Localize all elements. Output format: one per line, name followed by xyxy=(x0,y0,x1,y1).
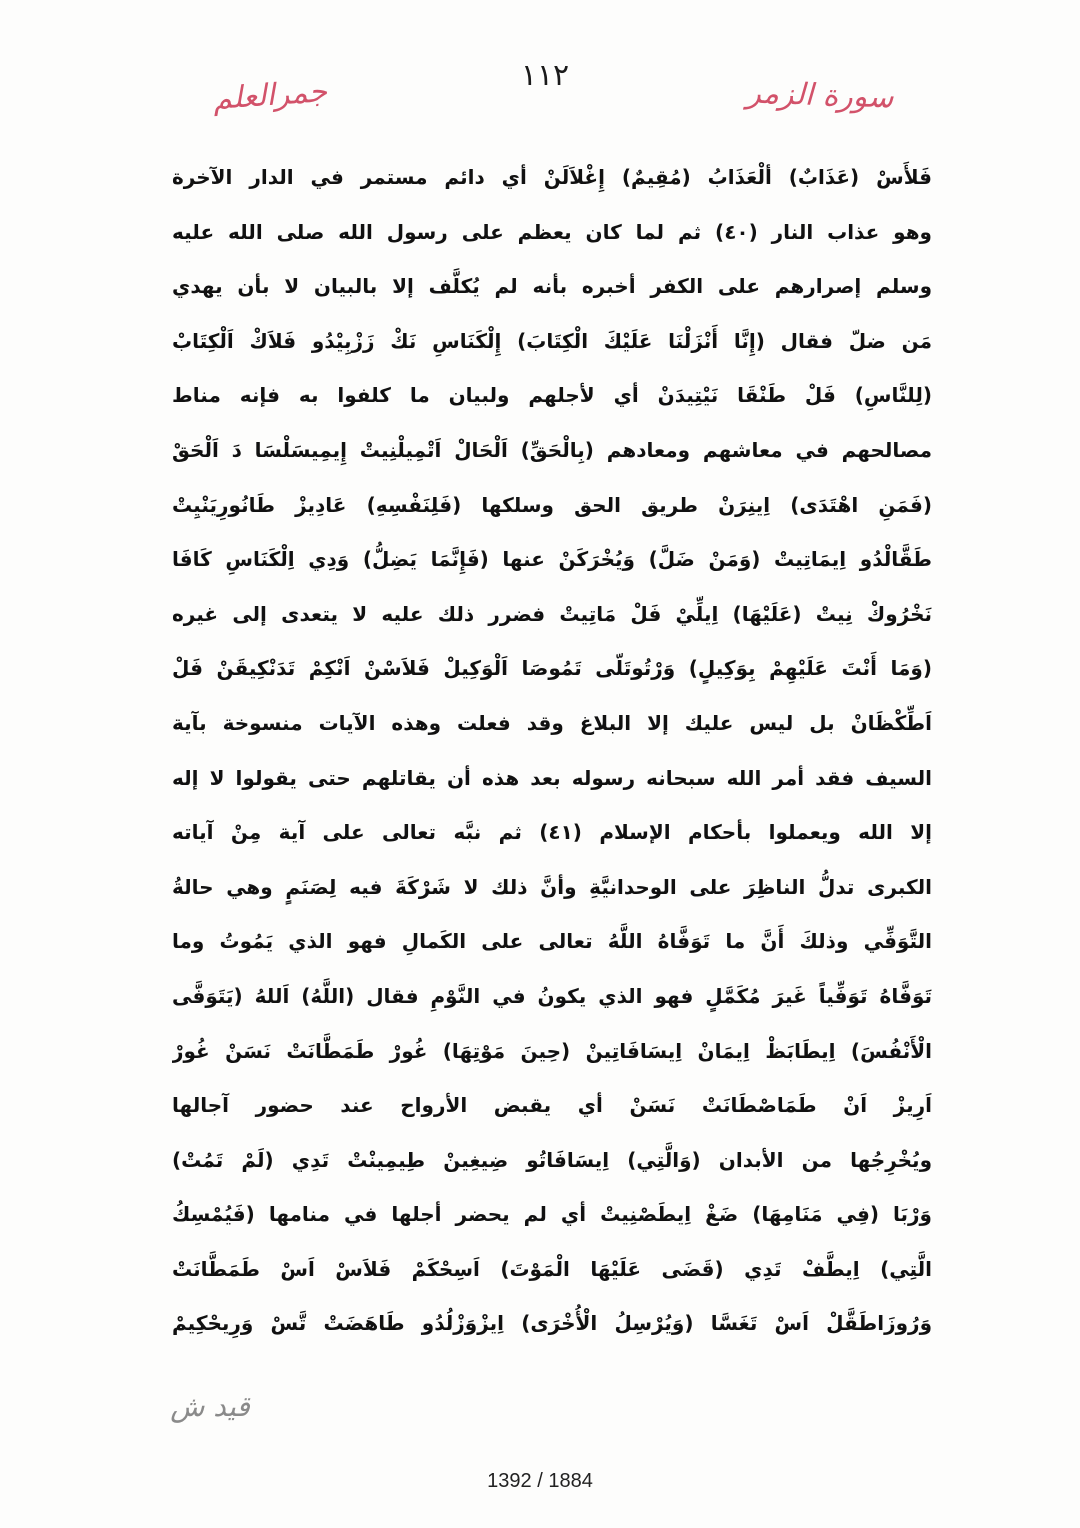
text-line: الْأَنْفُسَ) اِيطَابَظْ اِيمَانْ اِيسَافَاتِينْ (حِينَ مَوْتِهَا) غُورْ طَمَطَّانَتْ نَسَنْ غُورْ xyxy=(172,1038,932,1063)
page-counter: 1392 / 1884 xyxy=(487,1470,593,1492)
text-line: تَوَفَّاهُ تَوَفِّياً غَيرَ مُكَمَّلٍ فهو الذي يكونُ في النَّوْمِ فقال (اللَّهُ) اَللهُ (يَتَوَفَّى xyxy=(172,983,932,1008)
handwritten-surah-title: سورة الزمر xyxy=(745,75,895,116)
text-line: طَقَّالْدُو اِيمَاتِيتْ (وَمَنْ ضَلَّ) وَيُخْرَكَنْ عنها (فَإِنَّمَا يَضِلُّ) وَدِي اِلْكَنَاسِ كَافَا xyxy=(172,547,932,572)
text-line: (فَمَنِ اهْتَدَى) اِينِرَنْ طريق الحق وسلكها (فَلِنَفْسِهِ) عَادِيزْ طَانُورِيَنْيِتْ xyxy=(172,492,932,517)
text-line: السيف فقد أمر الله سبحانه رسوله بعد هذه أن يقاتلهم حتى يقولوا لا إله xyxy=(172,765,932,790)
text-line: اَرِيزْ اَنْ طَمَاصْطَانَتْ نَسَنْ أي يقبض الأرواح عند حضور آجالها xyxy=(172,1093,932,1118)
text-line: فَلأَسْ (عَذَابٌ) ألْعَذَابُ (مُقِيمٌ) إِغْلاَلَنْ أي دائم مستمر في الدار الآخرة xyxy=(172,165,932,189)
text-line: نَخْرُوكْ نِيتْ (عَلَيْهَا) اِيلِّيْ فَلْ مَاتِيتْ فضرر ذلك عليه لا يتعدى إلى غيره xyxy=(172,601,932,626)
text-line: الَّتِي) اِيطَّفْ تَدِي (قَضَى عَلَيْهَا الْمَوْتَ) اَسِحْكَمْ فَلاَسْ اَسْ طَمَطَّانَتْ xyxy=(172,1256,932,1281)
handwritten-collection-note: جمرالعلم xyxy=(211,74,329,117)
text-line: وَرْبَا (فِي مَنَامِهَا) ضَغْ اِيطَصْنِيتْ أي لم يحضر أجلها في منامها (فَيُمْسِكُ xyxy=(172,1202,932,1227)
text-line: إلا الله ويعملوا بأحكام الإسلام (٤١) ثم نبَّه تعالى على آية مِنْ آياته xyxy=(172,820,932,845)
text-line: وَرُوزَاطَقَّلْ اَسْ تَغَسَّا (وَيُرْسِلُ الْأُخْرَى) اِيزْوَزْلُدُو طَاهَضَتْ تَّسْ وَرِيحْكِيمْ xyxy=(172,1311,932,1336)
text-line: اَطِّكْظَانْ بل ليس عليك إلا البلاغ وقد فعلت وهذه الآيات منسوخة بآية xyxy=(172,710,932,735)
body-text xyxy=(172,150,932,1351)
text-line: الكبرى تدلُّ الناظِرَ على الوحدانيَّةِ وأنَّ ذلك لا شَرْكَةَ فيه لِصَنَمٍ وهي حالةُ xyxy=(172,874,932,899)
text-line: التَّوَفِّي وذلكَ أَنَّ ما تَوَفَّاهُ اللَّهُ تعالى على الكَمالِ فهو الذي يَمُوتُ وما xyxy=(172,929,932,954)
text-line: ويُخْرِجُها من الأبدان (وَالَّتِي) اِيسَافَاتُو ضِيغِينْ طِيمِينْتْ تَدِي (لَمْ تَمُتْ) xyxy=(172,1147,932,1172)
text-line: (وَمَا أَنْتَ عَلَيْهِمْ بِوَكِيلٍ) وَرْتُوتَلّى تَمُوصَا اَلْوَكِيلْ فَلاَسْنْ اَنْكِمْ تَدَنْكِيقَنْ فَلْ xyxy=(172,656,932,681)
text-line: وهو عذاب النار (٤٠) ثم لما كان يعظم على رسول الله صلى الله عليه xyxy=(172,219,932,244)
text-line: مصالحهم في معاشهم ومعادهم (بِالْحَقِّ) اَلْحَالْ اَتْمِيلْنِيتْ إِيمِيسَلْسَا دَ اَلْحَقْ xyxy=(172,437,932,462)
handwritten-footer-note: قيد ش xyxy=(170,1390,250,1423)
text-line: (لِلنَّاسِ) فَلْ طَنْقَا نَيْتِيدَنْ أي لأجلهم ولبيان ما كلفوا به فإنه مناط xyxy=(172,383,932,408)
page-number: ١١٢ xyxy=(520,58,570,93)
text-line: مَن ضلّ فقال (إِنَّا أَنْزَلْنَا عَلَيْكَ الْكِتَابَ) إِلْكَنَاسِ نَكْ زَزْبِيْدُو فَلاَكْ اَلْكِتَابْ xyxy=(172,328,932,353)
text-line: وسلم إصرارهم على الكفر أخبره بأنه لم يُكلَّف إلا بالبيان لا بأن يهدي xyxy=(172,274,932,299)
